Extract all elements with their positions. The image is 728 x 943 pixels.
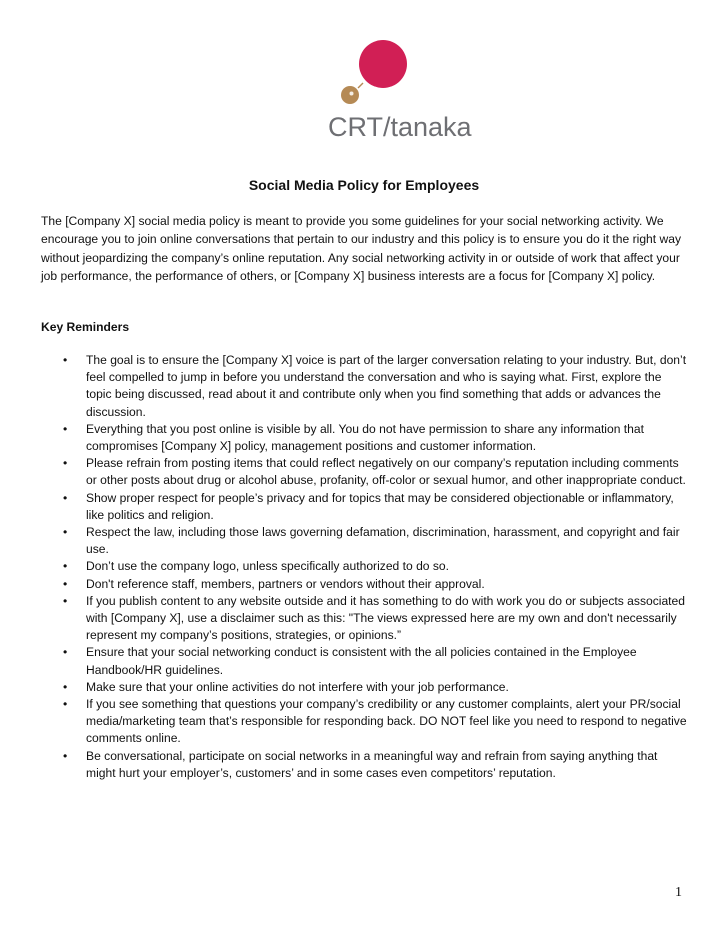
bullet-icon: •: [63, 593, 68, 608]
bullet-icon: •: [63, 490, 68, 505]
bullet-icon: •: [63, 645, 68, 660]
list-item-text: Don’t use the company logo, unless specifically authorized to do so.: [86, 559, 450, 574]
bullet-icon: •: [63, 679, 68, 694]
bullet-icon: •: [63, 456, 68, 471]
list-item-text: Show proper respect for people’s privacy and for topics that may be considered objectionable or inflammatory, like politics and religion.: [86, 490, 674, 522]
logo-circles-icon: [320, 38, 440, 118]
list-item: [41, 748, 689, 782]
list-item-text: If you see something that questions your company’s credibility or any customer complaints, alert your PR/social media/marketing team that’s responsible for responding back. DO NOT feel like you need to respond to negative comments online.: [86, 697, 687, 746]
list-item: [41, 558, 689, 575]
list-item: [41, 490, 689, 524]
bullet-icon: •: [63, 559, 68, 574]
bullet-icon: •: [63, 421, 68, 436]
intro-paragraph: The [Company X] social media policy is meant to provide you some guidelines for your social networking activity. We encourage you to join online conversations that pertain to our industry and this policy is to ensure you do it the right way without jeopardizing the company’s online reputation. Any social networking activity in or outside of work that affect your job performance, the performance of others, or [Company X] business interests are a focus for [Company X] policy.: [41, 214, 682, 283]
key-reminders-list: [41, 352, 689, 782]
list-item-text: The goal is to ensure the [Company X] voice is part of the larger conversation relating to your industry. But, don’t feel compelled to jump in before you understand the conversation and who is saying what. First, explore the topic being discussed, read about it and contribute only when you find something that adds or advances the discussion.: [86, 353, 687, 419]
list-item: [41, 644, 689, 678]
bullet-icon: •: [63, 748, 68, 763]
page-number: 1: [675, 885, 682, 900]
list-item-text: Don't reference staff, members, partners or vendors without their approval.: [86, 576, 485, 591]
bullet-icon: •: [63, 576, 68, 591]
document-title: Social Media Policy for Employees: [248, 177, 480, 193]
list-item-text: Respect the law, including those laws governing defamation, discrimination, harassment, and copyright and fair use.: [86, 525, 680, 557]
bullet-icon: •: [63, 697, 68, 712]
list-item-text: Ensure that your social networking conduct is consistent with the all policies contained in the Employee Handbook/HR guidelines.: [86, 645, 637, 677]
list-item: [41, 593, 689, 645]
bullet-icon: •: [63, 353, 68, 367]
list-item: [41, 679, 689, 696]
list-item: [41, 352, 689, 421]
list-item-text: Make sure that your online activities do not interfere with your job performance.: [86, 679, 509, 694]
company-logo: [320, 38, 472, 148]
list-item: [41, 524, 689, 558]
bullet-icon: •: [63, 525, 68, 540]
list-item-text: Be conversational, participate on social networks in a meaningful way and refrain from saying anything that might hurt your employer’s, customers’ and in some cases even competitors’ reputation.: [86, 748, 658, 780]
list-item-text: If you publish content to any website outside and it has something to do with work you do or subjects associated with [Company X], use a disclaimer such as this: "The views expressed here are my own and don't necessarily represent my company’s positions, strategies, or opinions.”: [86, 593, 685, 643]
list-item: [41, 455, 689, 489]
list-item: [41, 576, 689, 593]
list-item: [41, 696, 689, 748]
logo-wordmark: CRT/tanaka: [328, 112, 472, 142]
list-item-text: Please refrain from posting items that could reflect negatively on our company’s reputation including comments or other posts about drug or alcohol abuse, profanity, off-color or sexual humor, and other inappropriate conduct.: [86, 456, 686, 488]
list-item-text: Everything that you post online is visible by all. You do not have permission to share any information that compromises [Company X] policy, management positions and customer information.: [86, 421, 644, 454]
key-reminders-heading: Key Reminders: [41, 320, 130, 334]
list-item: [41, 421, 689, 455]
